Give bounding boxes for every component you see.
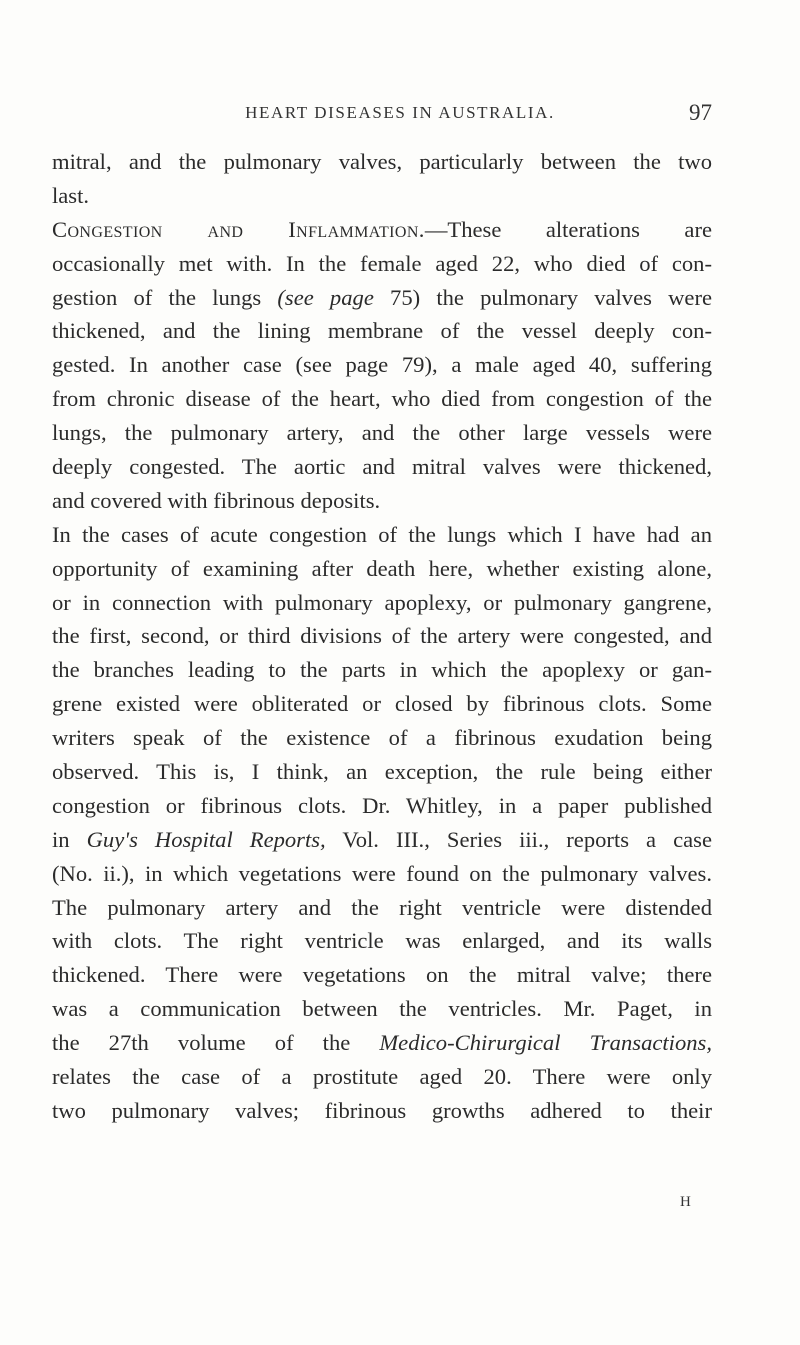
text-line: thickened. There were vegetations on the mitral valve; there (52, 962, 712, 988)
text-line: occasionally met with. In the female aged 22, who died of con- (52, 250, 712, 276)
signature-mark: H (680, 1194, 692, 1210)
text-fragment: in (52, 826, 87, 852)
text-line (52, 823, 712, 857)
section-heading-line (52, 213, 712, 247)
italic-reference: (see page (277, 284, 374, 310)
running-title: HEART DISEASES IN AUSTRALIA. (245, 103, 555, 122)
text-line: last. (52, 182, 90, 208)
text-line: the branches leading to the parts in which the apoplexy or gan- (52, 657, 712, 683)
italic-reference: Guy's Hospital Reports, (86, 826, 326, 852)
text-fragment: Vol. III., Series iii., reports a case (325, 826, 712, 852)
text-line: observed. This is, I think, an exception, the rule being either (52, 759, 712, 785)
text-line: was a communication between the ventricles. Mr. Paget, in (52, 996, 712, 1022)
text-fragment: —These alterations are (424, 216, 712, 242)
text-line (52, 281, 712, 315)
text-line: two pulmonary valves; fibrinous growths adhered to their (52, 1097, 712, 1123)
text-line: In the cases of acute congestion of the lungs which I have had an (52, 521, 712, 547)
body-text (52, 145, 712, 1128)
text-line: The pulmonary artery and the right ventricle were distended (52, 894, 712, 920)
text-line: relates the case of a prostitute aged 20. There were only (52, 1064, 712, 1090)
text-line: grene existed were obliterated or closed by fibrinous clots. Some (52, 691, 712, 717)
text-line: deeply congested. The aortic and mitral valves were thickened, (52, 454, 712, 480)
text-line: the first, second, or third divisions of the artery were congested, and (52, 623, 712, 649)
text-line: opportunity of examining after death here, whether existing alone, (52, 555, 712, 581)
italic-reference: Medico-Chirurgical Transactions, (379, 1030, 712, 1056)
text-line: congestion or fibrinous clots. Dr. Whitley, in a paper published (52, 792, 712, 818)
page-number: 97 (689, 100, 712, 125)
text-fragment: 75) the pulmonary valves were (373, 284, 712, 310)
text-line: and covered with fibrinous deposits. (52, 487, 381, 513)
text-line (52, 1026, 712, 1060)
text-line: from chronic disease of the heart, who died from congestion of the (52, 386, 712, 412)
text-line: writers speak of the existence of a fibrinous exudation being (52, 725, 712, 751)
text-line: mitral, and the pulmonary valves, particularly between the two (52, 149, 712, 174)
text-line: thickened, and the lining membrane of the vessel deeply con- (52, 318, 712, 344)
text-line: lungs, the pulmonary artery, and the other large vessels were (52, 420, 712, 446)
text-line: gested. In another case (see page 79), a male aged 40, suffering (52, 352, 712, 378)
text-line: with clots. The right ventricle was enlarged, and its walls (52, 928, 712, 954)
text-fragment: the 27th volume of the (52, 1030, 380, 1056)
running-head (0, 100, 800, 131)
text-fragment: gestion of the lungs (52, 284, 278, 310)
text-line: or in connection with pulmonary apoplexy, or pulmonary gangrene, (52, 589, 712, 615)
section-heading: Congestion and Inflammation. (52, 216, 425, 242)
text-line: (No. ii.), in which vegetations were found on the pulmonary valves. (52, 860, 712, 886)
